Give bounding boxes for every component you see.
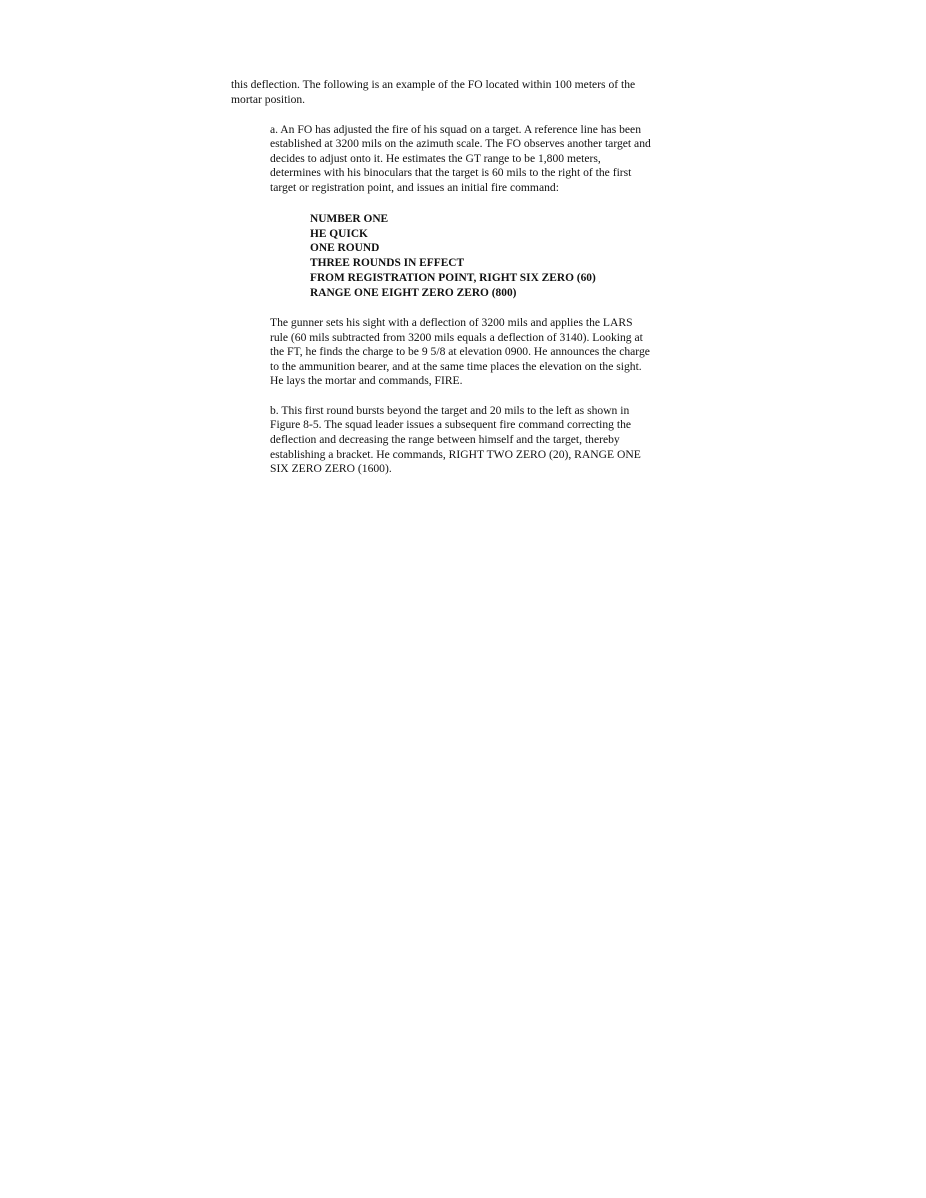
text-line: establishing a bracket. He commands, RIGHT TWO ZERO (20), RANGE ONE	[270, 448, 641, 461]
fire-command-line: HE QUICK	[310, 228, 368, 240]
fire-command-line: NUMBER ONE	[310, 213, 389, 225]
fire-command-line: RANGE ONE EIGHT ZERO ZERO (800)	[310, 287, 517, 299]
text-line: to the ammunition bearer, and at the same time places the elevation on the sight.	[270, 360, 642, 373]
text-line: the FT, he finds the charge to be 9 5/8 at elevation 0900. He announces the charge	[270, 345, 650, 358]
text-line: b. This first round bursts beyond the target and 20 mils to the left as shown in	[270, 404, 630, 417]
text-line: mortar position.	[231, 93, 306, 106]
fire-command-line: THREE ROUNDS IN EFFECT	[310, 257, 465, 269]
text-line: Figure 8-5. The squad leader issues a subsequent fire command correcting the	[270, 418, 632, 431]
text-line: target or registration point, and issues an initial fire command:	[270, 181, 559, 194]
text-line: established at 3200 mils on the azimuth scale. The FO observes another target and	[270, 137, 651, 150]
text-line: this deflection. The following is an example of the FO located within 100 meters of the	[231, 78, 636, 91]
text-line: SIX ZERO ZERO (1600).	[270, 462, 392, 475]
text-line: rule (60 mils subtracted from 3200 mils equals a deflection of 3140). Looking at	[270, 331, 643, 344]
text-line: He lays the mortar and commands, FIRE.	[270, 374, 463, 387]
text-line: determines with his binoculars that the target is 60 mils to the right of the first	[270, 166, 632, 179]
fire-command-line: ONE ROUND	[310, 242, 380, 254]
text-line: a. An FO has adjusted the fire of his squad on a target. A reference line has been	[270, 123, 641, 136]
text-line: decides to adjust onto it. He estimates the GT range to be 1,800 meters,	[270, 152, 601, 165]
fire-command-line: FROM REGISTRATION POINT, RIGHT SIX ZERO (60)	[310, 272, 596, 284]
text-line: deflection and decreasing the range between himself and the target, thereby	[270, 433, 620, 446]
text-line: The gunner sets his sight with a deflection of 3200 mils and applies the LARS	[270, 316, 633, 329]
